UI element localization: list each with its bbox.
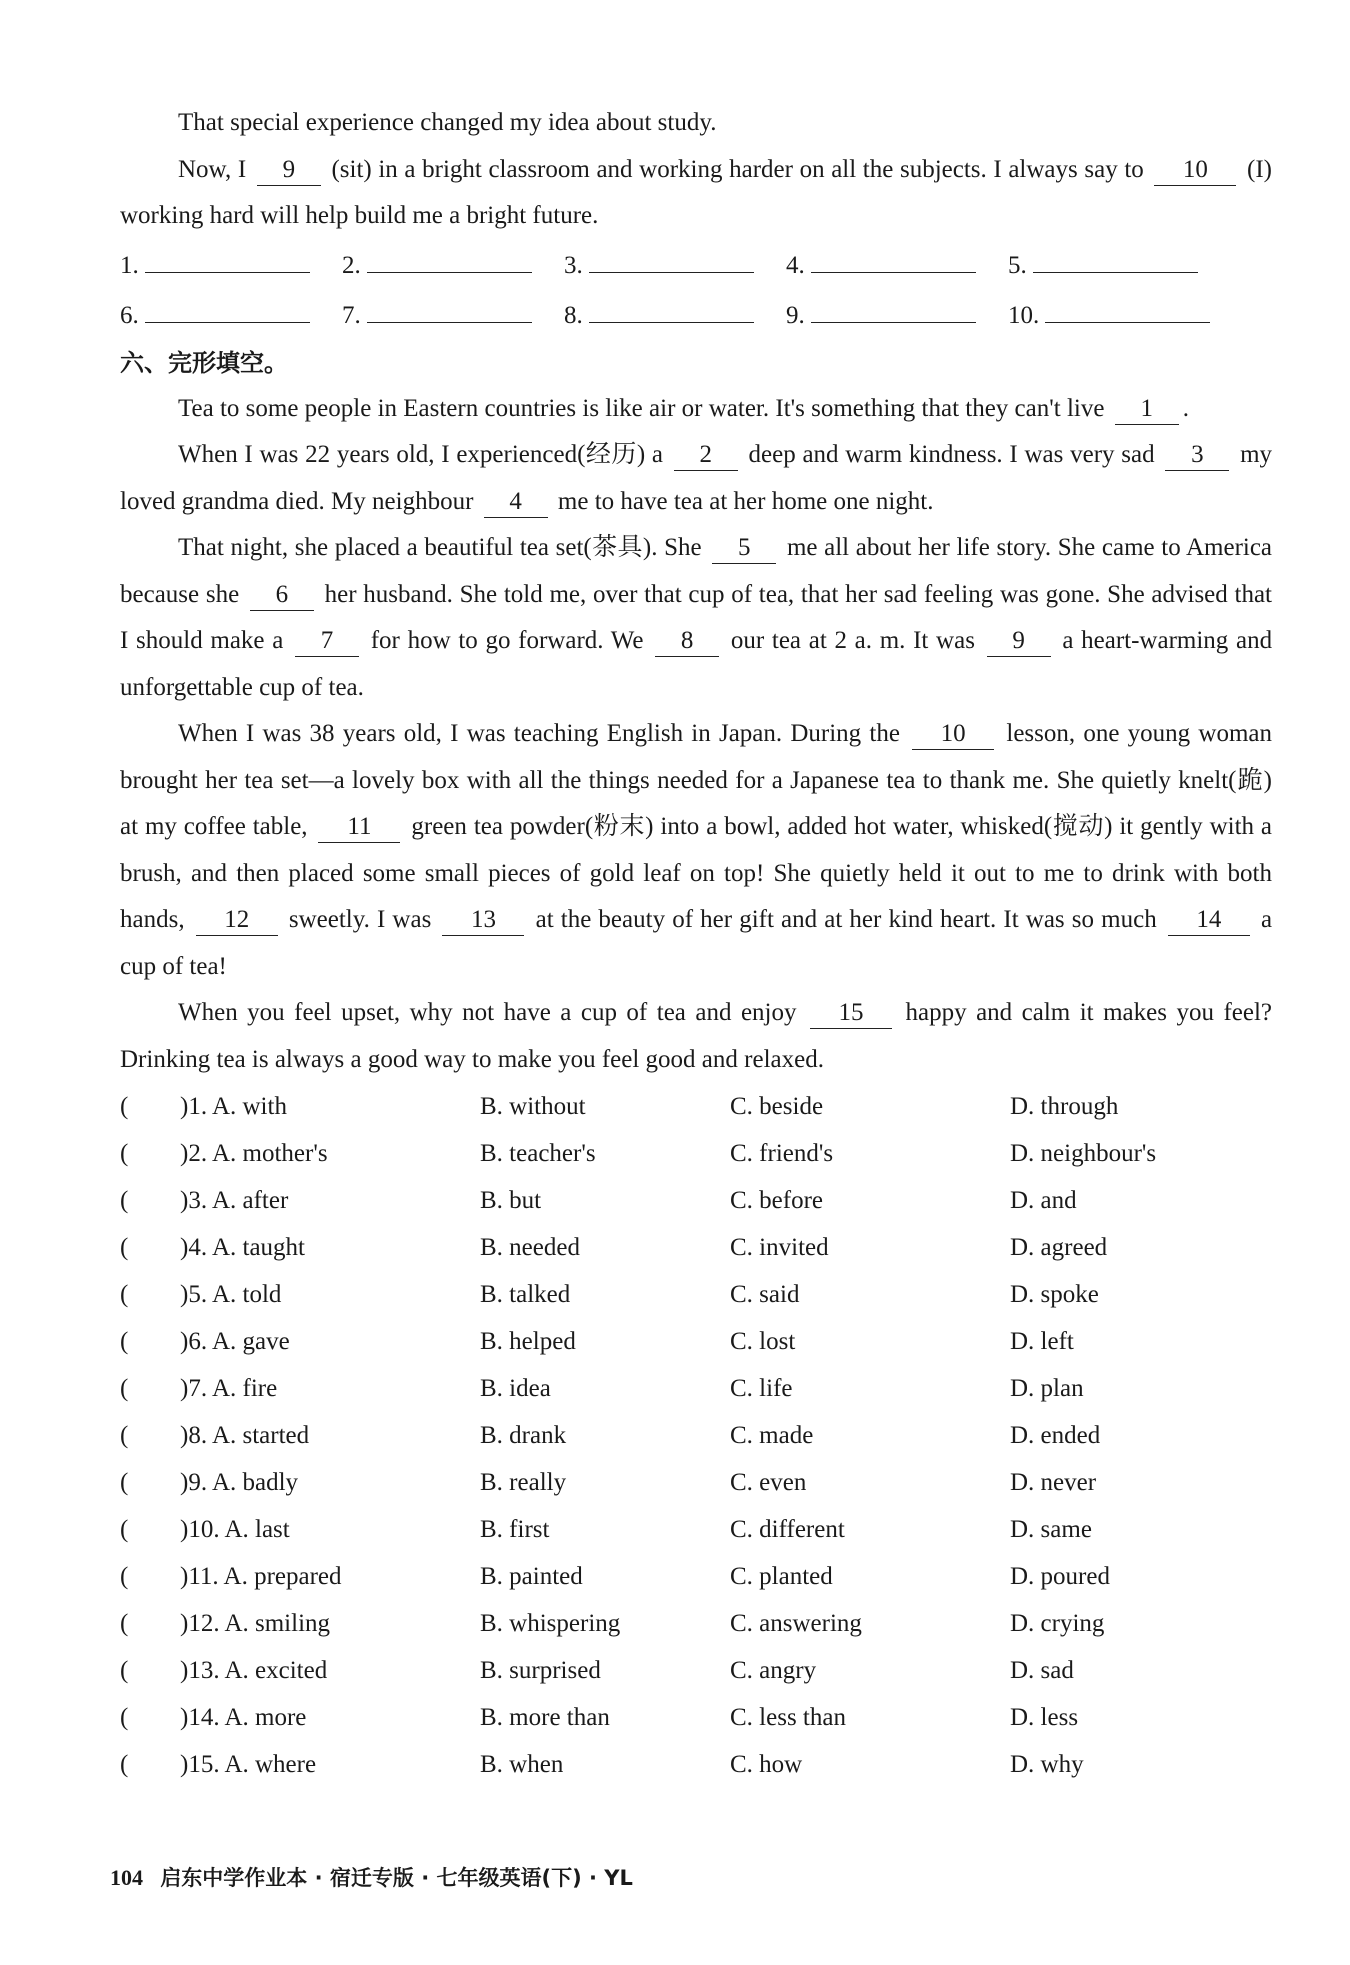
passage-text: green tea powder(粉末) into a bowl, added hot water, whisked(搅动) it gently with a brush, and then placed some small pieces of gold leaf on top! She quietly held it out to me to drink with both hands, <box>120 813 1273 933</box>
question-number-and-option-a <box>180 1083 480 1130</box>
passage-text: When I was 38 years old, I was teaching English in Japan. During the <box>178 720 900 747</box>
answer-label: 3. <box>564 251 583 279</box>
answer-item <box>342 244 564 286</box>
question-row <box>120 1318 1272 1365</box>
option-b[interactable]: B. more than <box>480 1704 610 1731</box>
cloze-paragraph-3 <box>120 525 1272 711</box>
answer-line[interactable] <box>811 294 976 323</box>
blank-15[interactable]: 15 <box>810 998 892 1029</box>
option-d[interactable]: D. less <box>1010 1704 1079 1731</box>
option-c[interactable]: C. even <box>730 1469 807 1496</box>
question-row <box>120 1506 1272 1553</box>
blank-2[interactable]: 2 <box>674 440 738 471</box>
section-title: 六、完形填空。 <box>120 348 288 377</box>
option-a[interactable]: A. fire <box>211 1375 278 1402</box>
option-a[interactable]: A. after <box>211 1187 289 1214</box>
answer-bracket[interactable]: ( <box>120 1234 129 1261</box>
blank-14[interactable]: 14 <box>1168 905 1250 936</box>
cloze-paragraph-2 <box>120 432 1272 525</box>
answer-label: 9. <box>786 301 805 329</box>
answer-bracket[interactable]: ( <box>120 1610 129 1637</box>
option-c[interactable]: C. planted <box>730 1563 833 1590</box>
question-number: )11. <box>180 1563 219 1590</box>
question-row <box>120 1647 1272 1694</box>
answer-label: 1. <box>120 251 139 279</box>
answer-item <box>786 244 1008 286</box>
passage-text: my loved grandma died. My neighbour <box>120 441 1273 515</box>
answer-line[interactable] <box>145 294 310 323</box>
question-row <box>120 1459 1272 1506</box>
passage-text: me all about her life story. She came to America because she <box>120 534 1273 608</box>
cloze-paragraph-1 <box>120 386 1272 433</box>
passage-text: deep and warm kindness. I was very sad <box>748 441 1155 468</box>
question-number: )15. <box>180 1751 220 1778</box>
answer-item <box>1008 294 1230 336</box>
answer-line[interactable] <box>1045 294 1210 323</box>
question-number-and-option-a <box>180 1647 480 1694</box>
page-content <box>120 100 1272 1788</box>
passage-text: (sit) in a bright classroom and working harder on all the subjects. I always say to <box>331 155 1144 183</box>
option-c[interactable]: C. friend's <box>730 1140 834 1167</box>
option-c[interactable]: C. answering <box>730 1610 862 1637</box>
question-number-and-option-a <box>180 1271 480 1318</box>
blank-8[interactable]: 8 <box>655 626 719 657</box>
answer-bracket[interactable]: ( <box>120 1187 129 1214</box>
page-footer <box>110 1862 633 1892</box>
question-row <box>120 1224 1272 1271</box>
answer-bracket[interactable]: ( <box>120 1328 129 1355</box>
option-d[interactable]: D. neighbour's <box>1010 1140 1157 1167</box>
option-a[interactable]: A. prepared <box>223 1563 342 1590</box>
question-number: )8. <box>180 1422 208 1449</box>
blank-1[interactable]: 1 <box>1115 394 1179 425</box>
option-d[interactable]: D. ended <box>1010 1422 1101 1449</box>
passage-text: her husband. She told me, over that cup of tea, that her sad feeling was gone. She advised that I should make a <box>120 580 1272 654</box>
option-d[interactable]: D. agreed <box>1010 1234 1108 1261</box>
question-number-and-option-a <box>180 1459 480 1506</box>
question-number: )7. <box>180 1375 208 1402</box>
question-list <box>120 1083 1272 1788</box>
passage-text: a cup of tea! <box>120 906 1273 980</box>
option-c[interactable]: C. beside <box>730 1093 824 1120</box>
option-a[interactable]: A. taught <box>211 1234 305 1261</box>
question-number: )13. <box>180 1657 220 1684</box>
question-number-and-option-a <box>180 1553 480 1600</box>
answer-label: 4. <box>786 251 805 279</box>
passage-text: me to have tea at her home one night. <box>557 487 934 515</box>
question-row <box>120 1694 1272 1741</box>
option-b[interactable]: B. first <box>480 1516 550 1543</box>
option-d[interactable]: D. plan <box>1010 1375 1084 1402</box>
cloze-paragraph-4 <box>120 711 1272 990</box>
option-d[interactable]: D. spoke <box>1010 1281 1099 1308</box>
answer-bracket[interactable]: ( <box>120 1516 129 1543</box>
option-b[interactable]: B. teacher's <box>480 1140 596 1167</box>
question-row <box>120 1553 1272 1600</box>
blank-10[interactable]: 10 <box>912 719 994 750</box>
question-row <box>120 1130 1272 1177</box>
blank-3[interactable]: 3 <box>1165 440 1229 471</box>
option-b[interactable]: B. really <box>480 1469 567 1496</box>
answer-bracket[interactable]: ( <box>120 1281 129 1308</box>
option-d[interactable]: D. why <box>1010 1751 1084 1778</box>
question-number: )14. <box>180 1704 220 1731</box>
answer-line[interactable] <box>811 244 976 273</box>
passage-text: at the beauty of her gift and at her kind heart. It was so much <box>535 906 1157 933</box>
question-number: )6. <box>180 1328 208 1355</box>
option-b[interactable]: B. without <box>480 1093 586 1120</box>
question-row <box>120 1600 1272 1647</box>
passage-text: That special experience changed my idea about study. <box>178 109 717 136</box>
blank-11[interactable]: 11 <box>318 812 400 843</box>
question-row <box>120 1741 1272 1788</box>
question-number: )9. <box>180 1469 208 1496</box>
question-number: )2. <box>180 1140 208 1167</box>
question-number-and-option-a <box>180 1130 480 1177</box>
blank-4[interactable]: 4 <box>484 487 548 518</box>
option-d[interactable]: D. and <box>1010 1187 1077 1214</box>
answer-label: 8. <box>564 301 583 329</box>
question-row <box>120 1177 1272 1224</box>
question-number-and-option-a <box>180 1177 480 1224</box>
book-title: 启东中学作业本 · 宿迁专版 · 七年级英语(下) · YL <box>160 1866 633 1890</box>
question-number-and-option-a <box>180 1224 480 1271</box>
option-c[interactable]: C. less than <box>730 1704 846 1731</box>
passage-text: sweetly. I was <box>288 906 432 933</box>
answer-bracket[interactable]: ( <box>120 1469 129 1496</box>
passage-text: a heart-warming and unforgettable cup of tea. <box>120 627 1273 701</box>
question-number-and-option-a <box>180 1694 480 1741</box>
passage-text: That night, she placed a beautiful tea set(茶具). She <box>178 534 702 561</box>
option-a[interactable]: A. smiling <box>224 1610 331 1637</box>
answer-item <box>1008 244 1230 286</box>
option-c[interactable]: C. invited <box>730 1234 829 1261</box>
answer-blanks-grid <box>120 244 1272 336</box>
answer-bracket[interactable]: ( <box>120 1657 129 1684</box>
option-c[interactable]: C. different <box>730 1516 845 1543</box>
option-a[interactable]: A. last <box>224 1516 290 1543</box>
answer-label: 7. <box>342 301 361 329</box>
option-a[interactable]: A. with <box>211 1093 287 1120</box>
blank-13[interactable]: 13 <box>442 905 524 936</box>
answer-label: 10. <box>1008 301 1040 329</box>
passage-text: our tea at 2 a. m. It was <box>730 627 975 654</box>
answer-line[interactable] <box>1033 244 1198 273</box>
option-d[interactable]: D. poured <box>1010 1563 1110 1590</box>
blank-6[interactable]: 6 <box>250 580 314 611</box>
option-c[interactable]: C. made <box>730 1422 814 1449</box>
option-b[interactable]: B. painted <box>480 1563 583 1590</box>
passage-text: lesson, one young woman brought her tea set—a lovely box with all the things needed for a Japanese tea to thank me. She quietly knelt(跪) at my coffee table, <box>120 720 1272 840</box>
passage-text: When I was 22 years old, I experienced(经历) a <box>178 441 664 468</box>
option-a[interactable]: A. told <box>211 1281 282 1308</box>
question-number: )4. <box>180 1234 208 1261</box>
answer-item <box>342 294 564 336</box>
question-number: )3. <box>180 1187 208 1214</box>
passage-final-paragraph <box>120 147 1272 240</box>
blank-7[interactable]: 7 <box>295 626 359 657</box>
answer-item <box>120 294 342 336</box>
option-b[interactable]: B. drank <box>480 1422 567 1449</box>
passage-text: for how to go forward. We <box>370 627 644 654</box>
option-b[interactable]: B. but <box>480 1187 542 1214</box>
passage-text: Now, I <box>178 155 247 183</box>
option-d[interactable]: D. sad <box>1010 1657 1074 1684</box>
blank-5[interactable]: 5 <box>712 533 776 564</box>
answer-line[interactable] <box>367 244 532 273</box>
option-c[interactable]: C. life <box>730 1375 793 1402</box>
question-number: )10. <box>180 1516 220 1543</box>
question-number-and-option-a <box>180 1506 480 1553</box>
option-c[interactable]: C. said <box>730 1281 800 1308</box>
answer-line[interactable] <box>145 244 310 273</box>
passage-text: Tea to some people in Eastern countries is like air or water. It's something that they can't live <box>178 394 1105 422</box>
option-b[interactable]: B. talked <box>480 1281 571 1308</box>
option-b[interactable]: B. whispering <box>480 1610 621 1637</box>
option-d[interactable]: D. same <box>1010 1516 1092 1543</box>
answer-item <box>564 294 786 336</box>
passage-text: . <box>1182 394 1189 422</box>
blank-12[interactable]: 12 <box>196 905 278 936</box>
question-number-and-option-a <box>180 1412 480 1459</box>
option-c[interactable]: C. how <box>730 1751 803 1778</box>
option-a[interactable]: A. badly <box>211 1469 299 1496</box>
answer-bracket[interactable]: ( <box>120 1704 129 1731</box>
passage-text: happy and calm it makes you feel? Drinking tea is always a good way to make you feel good and relaxed. <box>120 999 1273 1073</box>
option-a[interactable]: A. gave <box>211 1328 290 1355</box>
blank-9[interactable]: 9 <box>257 155 321 186</box>
question-row <box>120 1271 1272 1318</box>
option-d[interactable]: D. left <box>1010 1328 1074 1355</box>
question-row <box>120 1412 1272 1459</box>
option-a[interactable]: A. excited <box>224 1657 328 1684</box>
passage-closing-sentence <box>120 100 1272 147</box>
option-d[interactable]: D. crying <box>1010 1610 1105 1637</box>
answer-line[interactable] <box>367 294 532 323</box>
question-number-and-option-a <box>180 1600 480 1647</box>
answer-bracket[interactable]: ( <box>120 1140 129 1167</box>
answer-label: 5. <box>1008 251 1027 279</box>
answer-label: 2. <box>342 251 361 279</box>
question-number: )1. <box>180 1093 208 1120</box>
option-a[interactable]: A. more <box>224 1704 307 1731</box>
answer-bracket[interactable]: ( <box>120 1563 129 1590</box>
answer-item <box>120 244 342 286</box>
page-number: 104 <box>110 1865 143 1890</box>
option-b[interactable]: B. surprised <box>480 1657 601 1684</box>
option-a[interactable]: A. started <box>211 1422 310 1449</box>
question-number: )12. <box>180 1610 220 1637</box>
question-row <box>120 1083 1272 1130</box>
passage-text: (I) working hard will help build me a bright future. <box>120 155 1273 229</box>
option-b[interactable]: B. when <box>480 1751 564 1778</box>
question-number-and-option-a <box>180 1365 480 1412</box>
option-b[interactable]: B. needed <box>480 1234 580 1261</box>
question-number: )5. <box>180 1281 208 1308</box>
passage-text: When you feel upset, why not have a cup of tea and enjoy <box>178 999 797 1026</box>
option-b[interactable]: B. idea <box>480 1375 551 1402</box>
cloze-paragraph-5 <box>120 990 1272 1083</box>
question-number-and-option-a <box>180 1741 480 1788</box>
answer-line[interactable] <box>589 244 754 273</box>
blank-10[interactable]: 10 <box>1154 155 1236 186</box>
option-b[interactable]: B. helped <box>480 1328 576 1355</box>
question-number-and-option-a <box>180 1318 480 1365</box>
option-d[interactable]: D. never <box>1010 1469 1097 1496</box>
option-a[interactable]: A. mother's <box>211 1140 328 1167</box>
option-a[interactable]: A. where <box>224 1751 317 1778</box>
answer-bracket[interactable]: ( <box>120 1422 129 1449</box>
answer-bracket[interactable]: ( <box>120 1751 129 1778</box>
question-row <box>120 1365 1272 1412</box>
option-c[interactable]: C. before <box>730 1187 824 1214</box>
answer-item <box>564 244 786 286</box>
answer-bracket[interactable]: ( <box>120 1093 129 1120</box>
blank-9[interactable]: 9 <box>987 626 1051 657</box>
answer-bracket[interactable]: ( <box>120 1375 129 1402</box>
answer-item <box>786 294 1008 336</box>
answer-label: 6. <box>120 301 139 329</box>
answer-line[interactable] <box>589 294 754 323</box>
option-d[interactable]: D. through <box>1010 1093 1119 1120</box>
option-c[interactable]: C. lost <box>730 1328 796 1355</box>
option-c[interactable]: C. angry <box>730 1657 817 1684</box>
